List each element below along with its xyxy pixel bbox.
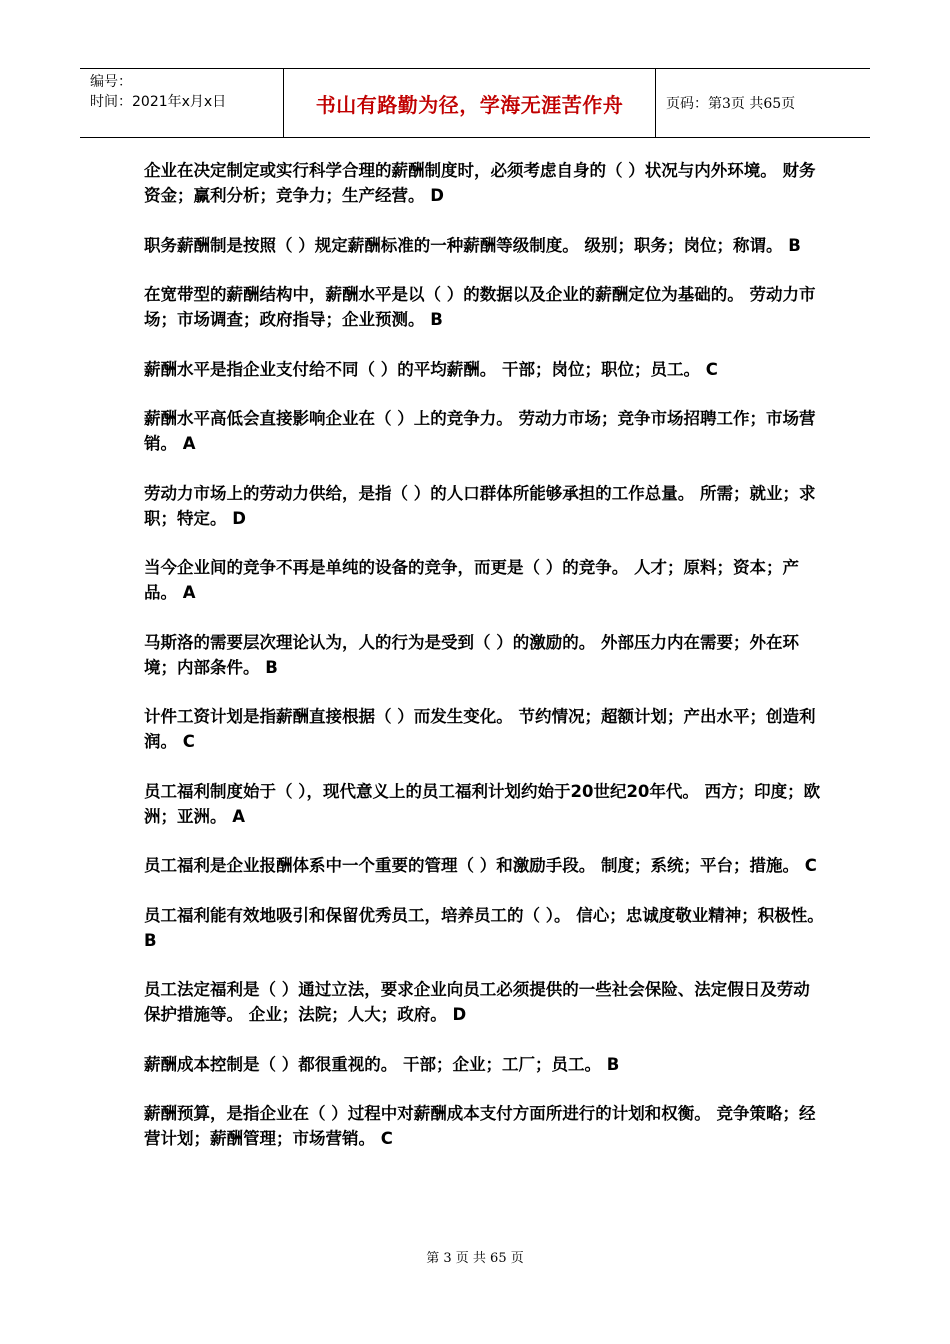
header-page-info: 页码：第3页 共65页 [666, 96, 796, 112]
header-meta [80, 69, 283, 137]
question-item: 劳动力市场上的劳动力供给，是指（ ）的人口群体所能够承担的工作总量。 所需；就业；求职；特定。 D [144, 483, 816, 528]
question-item: 当今企业间的竞争不再是单纯的设备的竞争，而更是（ ）的竞争。 人才；原料；资本；产品。 A [144, 558, 799, 602]
page-footer: 第 3 页 共 65 页 [426, 1251, 524, 1266]
question-item: 薪酬水平是指企业支付给不同（ ）的平均薪酬。 干部；岗位；职位；员工。 C [144, 359, 718, 379]
question-item: 在宽带型的薪酬结构中，薪酬水平是以（ ）的数据以及企业的薪酬定位为基础的。 劳动力市场；市场调查；政府指导；企业预测。 B [144, 285, 816, 329]
date-label: 时间：2021年x月x日 [90, 94, 227, 110]
question-item: 员工福利能有效地吸引和保留优秀员工，培养员工的（ ）。 信心；忠诚度敬业精神；积极性。 B [144, 905, 824, 950]
page-header [80, 68, 870, 138]
header-motto: 书山有路勤为径，学海无涯苦作舟 [283, 69, 656, 137]
question-item: 员工福利是企业报酬体系中一个重要的管理（ ）和激励手段。 制度；系统；平台；措施。 C [144, 856, 817, 875]
question-item: 薪酬水平高低会直接影响企业在（ ）上的竞争力。 劳动力市场；竞争市场招聘工作；市场营销。 A [144, 409, 816, 453]
question-item: 职务薪酬制是按照（ ）规定薪酬标准的一种薪酬等级制度。 级别；职务；岗位；称谓。 B [144, 235, 801, 255]
question-item: 员工福利制度始于（ ），现代意义上的员工福利计划约始于20世纪20年代。 西方；印度；欧洲；亚洲。 A [144, 781, 821, 826]
question-item: 企业在决定制定或实行科学合理的薪酬制度时，必须考虑自身的（ ）状况与内外环境。 财务资金；赢利分析；竞争力；生产经营。 D [144, 161, 816, 205]
number-label: 编号： [90, 74, 132, 90]
question-list [144, 158, 824, 1176]
question-item: 员工法定福利是（ ）通过立法，要求企业向员工必须提供的一些社会保险、法定假日及劳动保护措施等。 企业；法院；人大；政府。 D [144, 980, 810, 1024]
question-item: 马斯洛的需要层次理论认为，人的行为是受到（ ）的激励的。 外部压力内在需要；外在环境；内部条件。 B [144, 632, 799, 677]
question-item: 薪酬成本控制是（ ）都很重视的。 干部；企业；工厂；员工。 B [144, 1054, 620, 1074]
question-item: 计件工资计划是指薪酬直接根据（ ）而发生变化。 节约情况；超额计划；产出水平；创造利润。 C [144, 707, 816, 751]
question-item: 薪酬预算，是指企业在（ ）过程中对薪酬成本支付方面所进行的计划和权衡。 竞争策略；经营计划；薪酬管理；市场营销。 C [144, 1104, 816, 1148]
